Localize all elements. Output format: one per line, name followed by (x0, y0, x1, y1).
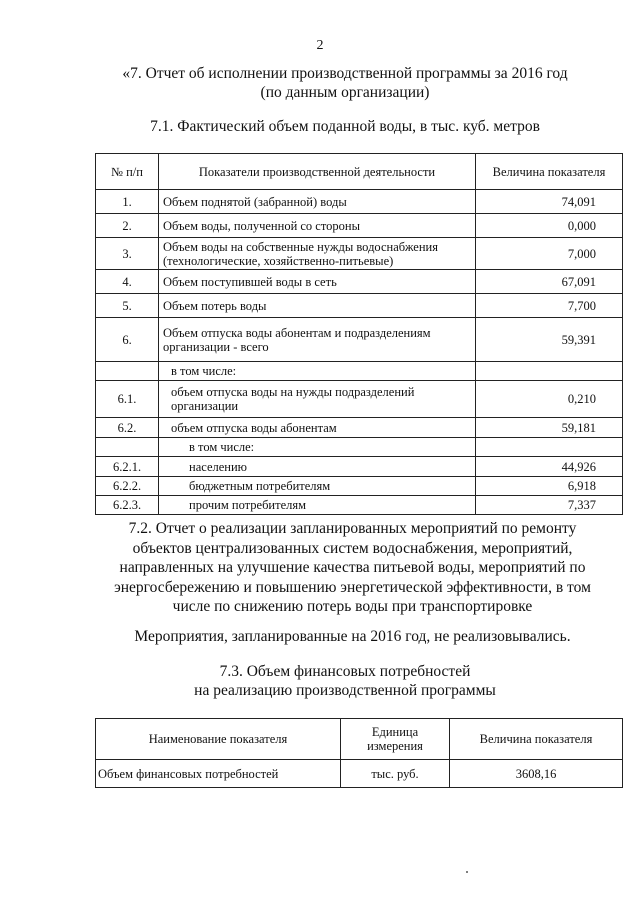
row-label: Объем потерь воды (159, 294, 476, 318)
financial-needs-table (95, 718, 623, 788)
row-label: бюджетным потребителям (159, 477, 476, 496)
section-7-3-heading (95, 662, 595, 700)
row-value (476, 438, 623, 457)
water-volume-table (95, 153, 623, 515)
column-header-indicator: Показатели производственной деятельности (159, 154, 476, 190)
table-row (96, 418, 623, 438)
section-7-2-heading-line: 7.2. Отчет о реализации запланированных мероприятий по ремонту (128, 520, 577, 537)
row-value: 44,926 (476, 457, 623, 477)
row-number (96, 438, 159, 457)
section-7-1-heading: 7.1. Фактический объем поданной воды, в тыс. куб. метров (150, 118, 540, 135)
table-row (96, 496, 623, 515)
table-row (96, 362, 623, 381)
row-number: 4. (96, 270, 159, 294)
row-number: 1. (96, 190, 159, 214)
row-value: 67,091 (476, 270, 623, 294)
section-7-2-heading (95, 519, 610, 617)
row-number (96, 362, 159, 381)
row-label: в том числе: (159, 438, 476, 457)
row-number: 6.2.3. (96, 496, 159, 515)
section-7-2-heading-line: объектов централизованных систем водоснабжения, мероприятий, (132, 539, 573, 557)
events-statement: Мероприятия, запланированные на 2016 год, не реализовывались. (134, 628, 571, 645)
row-value: 7,337 (476, 496, 623, 515)
row-label: Объем поступившей воды в сеть (159, 270, 476, 294)
table-row (96, 760, 623, 788)
row-label: Объем отпуска воды абонентам и подразделениям организации - всего (159, 318, 476, 362)
table-row (96, 477, 623, 496)
row-number: 6.2.1. (96, 457, 159, 477)
row-value: 0,000 (476, 214, 623, 238)
table-row (96, 270, 623, 294)
row-value: 74,091 (476, 190, 623, 214)
scan-speck (466, 871, 468, 873)
section-7-2-heading-line: энергосбережению и повышению энергетической эффективности, в том (114, 578, 591, 596)
page-number: 2 (316, 38, 324, 53)
table-row (96, 238, 623, 270)
table-row (96, 214, 623, 238)
column-header-unit: Единица измерения (341, 719, 450, 760)
table-row (96, 438, 623, 457)
section-7-2-heading-line: направленных на улучшение качества питьевой воды, мероприятий по (119, 559, 586, 576)
column-header-name: Наименование показателя (96, 719, 341, 760)
row-number: 6.2. (96, 418, 159, 438)
document-title (95, 64, 595, 102)
row-label: в том числе: (159, 362, 476, 381)
row-label: объем отпуска воды на нужды подразделений организации (159, 381, 476, 418)
table-row (96, 294, 623, 318)
row-number: 6. (96, 318, 159, 362)
row-unit: тыс. руб. (341, 760, 450, 788)
table-row (96, 457, 623, 477)
column-header-number: № п/п (96, 154, 159, 190)
row-value: 7,700 (476, 294, 623, 318)
table-header-row (96, 719, 623, 760)
table-header-row (96, 154, 623, 190)
column-header-value: Величина показателя (476, 154, 623, 190)
row-value: 7,000 (476, 238, 623, 270)
row-value: 3608,16 (450, 760, 623, 788)
row-number: 5. (96, 294, 159, 318)
row-label: прочим потребителям (159, 496, 476, 515)
row-number: 6.2.2. (96, 477, 159, 496)
title-line-2: (по данным организации) (260, 84, 430, 101)
row-value: 0,210 (476, 381, 623, 418)
table-row (96, 318, 623, 362)
row-value (476, 362, 623, 381)
title-line-1: «7. Отчет об исполнении производственной программы за 2016 год (122, 65, 568, 82)
row-value: 59,391 (476, 318, 623, 362)
section-7-3-heading-line-1: 7.3. Объем финансовых потребностей (219, 663, 471, 680)
row-label: населению (159, 457, 476, 477)
section-7-3-heading-line-2: на реализацию производственной программы (194, 682, 496, 699)
row-value: 59,181 (476, 418, 623, 438)
table-row (96, 381, 623, 418)
row-number: 2. (96, 214, 159, 238)
table-row (96, 190, 623, 214)
row-value: 6,918 (476, 477, 623, 496)
column-header-value: Величина показателя (450, 719, 623, 760)
row-label: объем отпуска воды абонентам (159, 418, 476, 438)
row-label: Объем поднятой (забранной) воды (159, 190, 476, 214)
row-number: 3. (96, 238, 159, 270)
section-7-2-heading-line: числе по снижению потерь воды при транспортировке (172, 598, 533, 615)
row-label: Объем воды, полученной со стороны (159, 214, 476, 238)
row-label: Объем воды на собственные нужды водоснабжения (технологические, хозяйственно-питьевые) (159, 238, 476, 270)
row-number: 6.1. (96, 381, 159, 418)
row-name: Объем финансовых потребностей (96, 760, 341, 788)
